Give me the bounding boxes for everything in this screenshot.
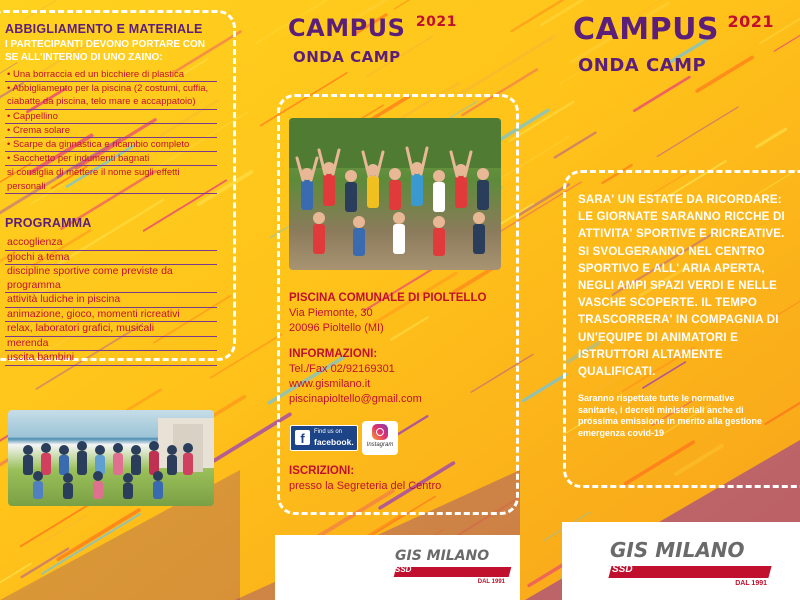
equipment-item: • Una borraccia ed un bicchiere di plastica — [5, 68, 217, 82]
right-logo-ssd: SSD — [612, 564, 633, 575]
kids-cheering-photo — [289, 118, 501, 270]
program-item: animazione, gioco, momenti ricreativi — [5, 308, 217, 323]
middle-campus-header — [288, 14, 488, 42]
equipment-item: • Abbigliamento per la piscina (2 costumi, cuffia, ciabatte da piscina, telo mare e accappatoio) — [5, 82, 217, 109]
registration-title: ISCRIZIONI: — [289, 465, 355, 477]
right-logo-since: DAL 1991 — [732, 580, 770, 587]
venue-block — [289, 292, 509, 336]
equipment-section — [5, 22, 217, 194]
equipment-list — [5, 68, 217, 194]
program-item: relax, laboratori grafici, musicali — [5, 322, 217, 337]
right-gis-logo — [610, 538, 780, 588]
middle-logo-name: GIS MILANO — [395, 548, 490, 564]
middle-logo-ssd: SSD — [395, 565, 412, 574]
program-item: discipline sportive come previste da programma — [5, 265, 217, 293]
middle-camp-name: ONDA CAMP — [293, 48, 401, 66]
program-item: accoglienza — [5, 236, 217, 251]
facebook-badge[interactable] — [290, 425, 358, 451]
email-link[interactable]: piscinapioltello@gmail.com — [289, 393, 422, 405]
phone-number: Tel./Fax 02/92169301 — [289, 363, 395, 375]
instagram-badge[interactable] — [362, 421, 398, 455]
equipment-title: ABBIGLIAMENTO E MATERIALE — [5, 22, 203, 36]
middle-logo-since: DAL 1991 — [475, 579, 508, 585]
info-title: INFORMAZIONI: — [289, 348, 378, 360]
right-camp-name: ONDA CAMP — [578, 55, 707, 76]
equipment-item: • Sacchetto per indumenti bagnati — [5, 152, 217, 166]
program-item: attività ludiche in piscina — [5, 293, 217, 308]
program-section — [5, 216, 217, 366]
program-item: merenda — [5, 337, 217, 352]
registration-block — [289, 465, 509, 494]
right-logo-name: GIS MILANO — [610, 538, 745, 562]
equipment-item: si consiglia di mettere il nome sugli effetti personali — [5, 166, 217, 193]
program-list — [5, 236, 217, 366]
instagram-label: Instagram — [366, 442, 394, 448]
middle-gis-logo — [395, 547, 510, 593]
venue-address-line2: 20096 Pioltello (MI) — [289, 322, 384, 334]
equipment-item: • Crema solare — [5, 124, 217, 138]
program-item: giochi a tema — [5, 251, 217, 266]
right-logo-block — [562, 522, 800, 600]
middle-logo-block — [275, 535, 520, 600]
right-covid-note: Saranno rispettate tutte le normative sanitarie, i decreti ministeriali anche di prossima emissione in merito alla gestione emergenza covid-19 — [578, 393, 763, 438]
info-block — [289, 348, 509, 407]
equipment-item: • Scarpe da ginnastica e ricambio completo — [5, 138, 217, 152]
right-campus-header — [573, 12, 800, 47]
equipment-intro: I PARTECIPANTI DEVONO PORTARE CON SE ALL'INTERNO DI UNO ZAINO: — [5, 39, 206, 63]
instagram-icon — [372, 424, 388, 440]
program-item: uscita bambini — [5, 351, 217, 366]
right-main-text: SARA' UN ESTATE DA RICORDARE: LE GIORNATE SARANNO RICCHE DI ATTIVITA' SPORTIVE E RICREATIVE. SI SVOLGERANNO NEL CENTRO SPORTIVO E ALL' ARIA APERTA, NEGLI AMPI SPAZI VERDI E NELLE VASCHE SCOPERTE. IL TEMPO TRASCORRERA' IN COMPAGNIA DI UN'EQUIPE DI ANIMATORI E ISTRUTTORI ALTAMENTE QUALIFICATI. — [578, 194, 785, 379]
program-title: PROGRAMMA — [5, 216, 92, 230]
right-year: 2021 — [727, 12, 775, 31]
pool-group-photo — [8, 410, 214, 506]
equipment-item: • Cappellino — [5, 110, 217, 124]
venue-address-line1: Via Piemonte, 30 — [289, 307, 373, 319]
facebook-icon: f — [295, 430, 310, 445]
middle-campus-word: CAMPUS — [288, 14, 406, 42]
middle-year: 2021 — [415, 14, 457, 30]
facebook-label-1: Find us on — [314, 429, 343, 435]
website-link[interactable]: www.gismilano.it — [289, 378, 371, 390]
registration-text: presso la Segreteria del Centro — [289, 480, 442, 492]
facebook-label-2: facebook. — [314, 437, 354, 447]
venue-title: PISCINA COMUNALE DI PIOLTELLO — [289, 292, 487, 304]
right-campus-word: CAMPUS — [573, 12, 720, 47]
